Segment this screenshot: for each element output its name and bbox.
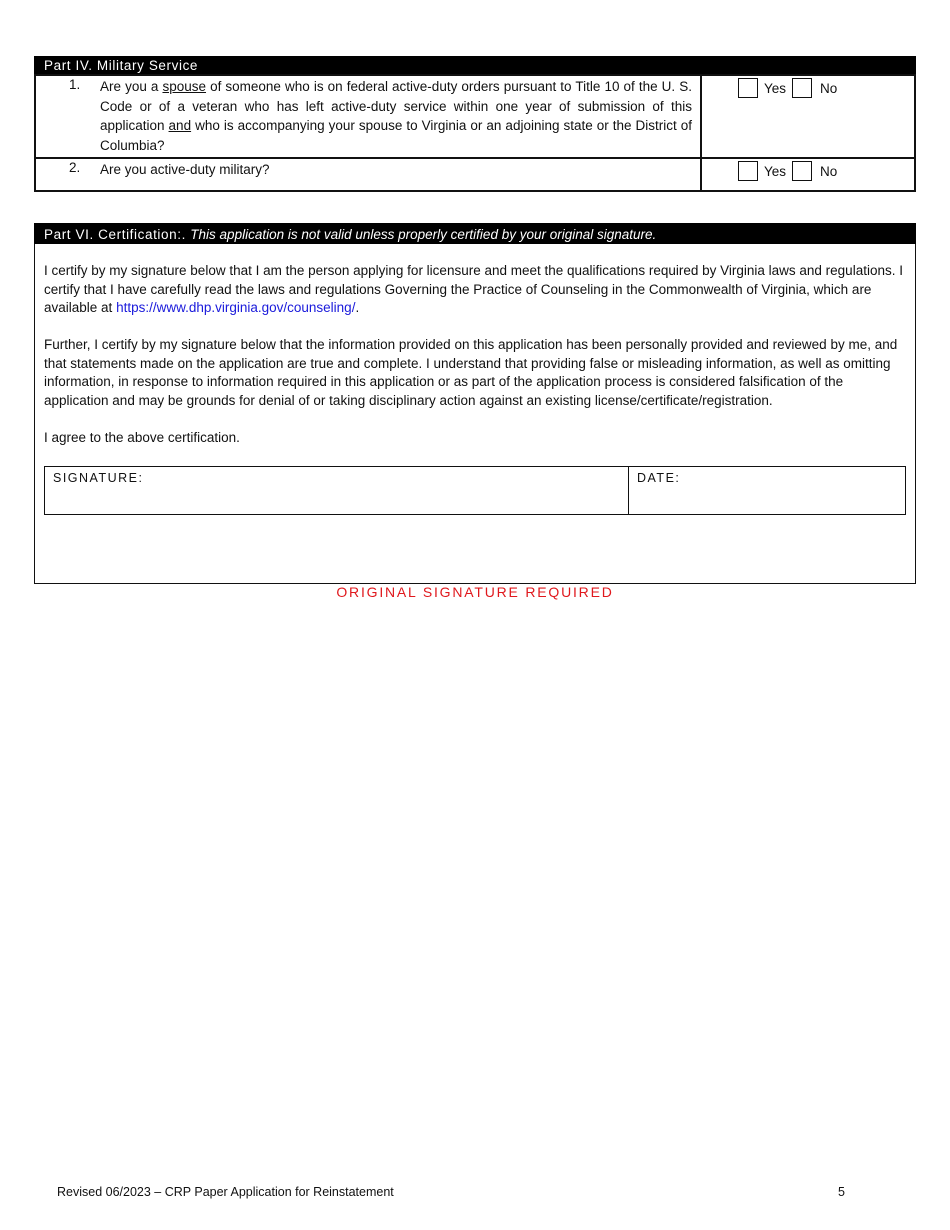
counseling-regulations-link[interactable]: https://www.dhp.virginia.gov/counseling/ (116, 300, 356, 315)
certification-paragraph-2: Further, I certify by my signature below that the information provided on this application has been personally provided and reviewed by me, and that statements made on the application are true and complete. I understand that providing false or misleading information, as well as omitting information, in response to information required in this application or as part of the application process is considered falsification of the application and may be grounds for denial of or taking disciplinary action against an existing license/certificate/registration. (44, 337, 898, 408)
certification-body (34, 244, 916, 584)
question-row-1 (35, 75, 915, 158)
question-1-yes-checkbox[interactable] (738, 78, 758, 98)
signature-date-table (44, 466, 906, 515)
question-1-text: Are you a spouse of someone who is on federal active-duty orders pursuant to Title 10 of the U. S. Code or of a veteran who has left active-duty service within one year of submission of this application and who is accompanying your spouse to Virginia or an adjoining state or the District of Columbia? (100, 79, 692, 153)
footer-revision: Revised 06/2023 – CRP Paper Application for Reinstatement (57, 1185, 394, 1199)
military-service-section (34, 56, 916, 192)
military-service-header: Part IV. Military Service (34, 56, 916, 74)
question-2-no-label: No (820, 163, 838, 179)
certification-header: Part VI. Certification:. This application is not valid unless properly certified by your original signature. (34, 223, 916, 244)
certification-paragraph-1: I certify by my signature below that I am the person applying for licensure and meet the qualifications required by Virginia laws and regulations. I certify that I have carefully read the laws and regulations Governing the Practice of Counseling in the Commonwealth of Virginia, which are available at https://www.dhp.virginia.gov/counseling/. (44, 263, 903, 315)
question-row-2 (35, 158, 915, 191)
footer-page-number: 5 (838, 1185, 845, 1199)
question-2-yes-label: Yes (764, 163, 787, 179)
original-signature-note: ORIGINAL SIGNATURE REQUIRED (336, 584, 614, 600)
question-2-yes-checkbox[interactable] (738, 161, 758, 181)
question-1-number: 1. (69, 77, 81, 92)
date-label: DATE: (637, 471, 681, 485)
question-2-no-checkbox[interactable] (792, 161, 812, 181)
certification-paragraph-3: I agree to the above certification. (44, 429, 240, 445)
signature-field[interactable] (45, 467, 629, 514)
military-questions-table (34, 74, 916, 192)
question-2-number: 2. (69, 160, 81, 175)
signature-label: SIGNATURE: (53, 471, 144, 485)
date-field[interactable] (629, 467, 905, 514)
question-1-yes-label: Yes (764, 80, 787, 96)
question-2-text: Are you active-duty military? (100, 162, 270, 177)
question-1-no-label: No (820, 80, 838, 96)
certification-section (34, 223, 916, 584)
question-1-no-checkbox[interactable] (792, 78, 812, 98)
